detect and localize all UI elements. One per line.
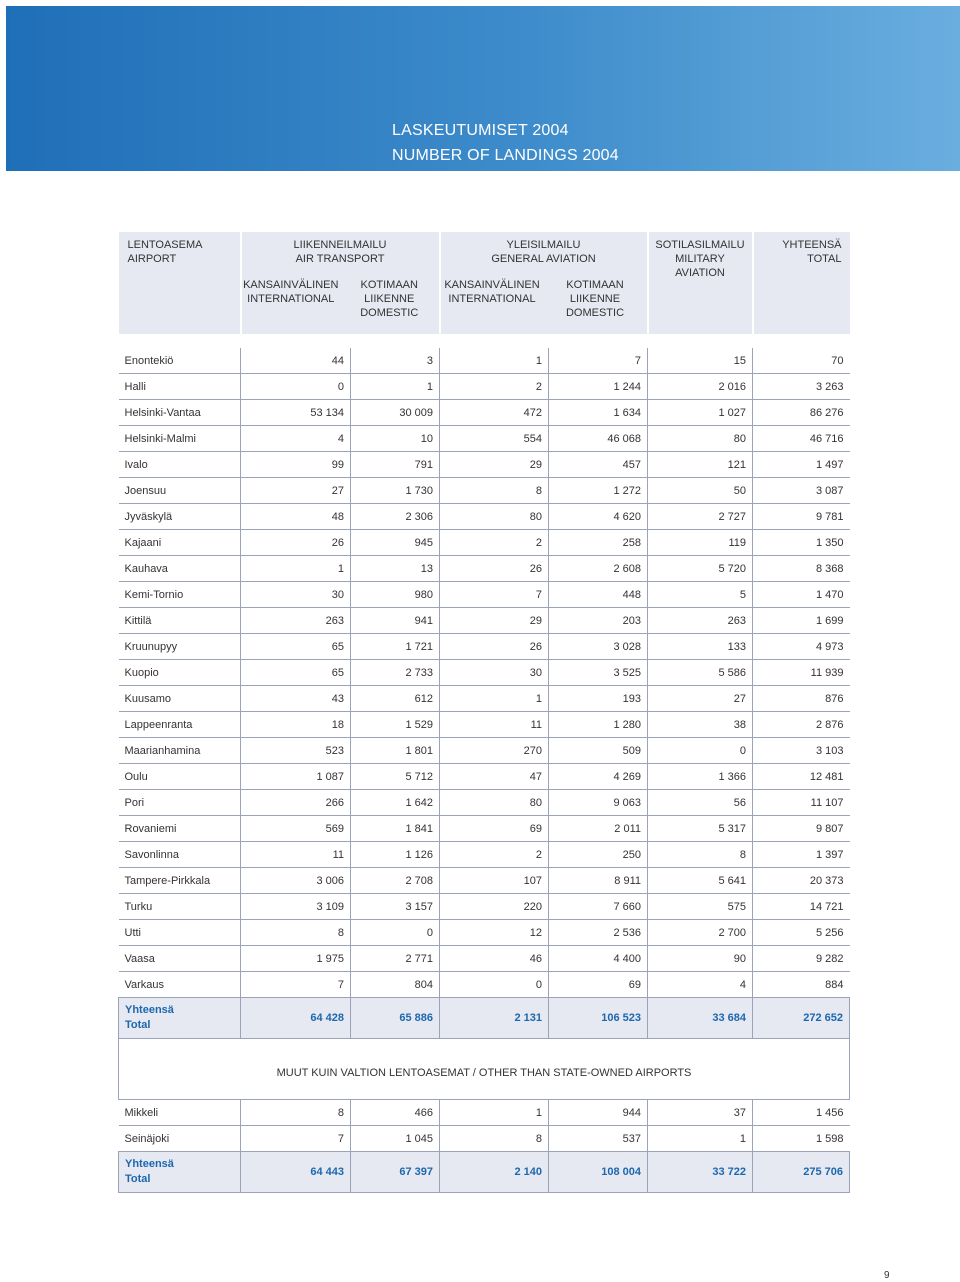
landings-value: 1 497 <box>753 452 850 478</box>
total-row-other <box>119 1152 850 1193</box>
landings-value: 7 <box>440 582 549 608</box>
landings-value: 1 366 <box>648 764 753 790</box>
total-value: 106 523 <box>549 998 648 1039</box>
landings-value: 133 <box>648 634 753 660</box>
airport-name: Lappeenranta <box>119 712 241 738</box>
landings-value: 2 011 <box>549 816 648 842</box>
table-row <box>119 426 850 452</box>
landings-value: 5 641 <box>648 868 753 894</box>
landings-value: 884 <box>753 972 850 998</box>
airport-name: Kajaani <box>119 530 241 556</box>
landings-value: 119 <box>648 530 753 556</box>
table-row <box>119 634 850 660</box>
landings-value: 12 481 <box>753 764 850 790</box>
airport-name: Rovaniemi <box>119 816 241 842</box>
table-row <box>119 712 850 738</box>
landings-value: 10 <box>351 426 440 452</box>
total-row <box>119 998 850 1039</box>
landings-value: 2 306 <box>351 504 440 530</box>
landings-value: 99 <box>241 452 351 478</box>
landings-value: 15 <box>648 348 753 374</box>
airport-name: Kuopio <box>119 660 241 686</box>
landings-value: 944 <box>549 1100 648 1126</box>
landings-value: 18 <box>241 712 351 738</box>
landings-value: 0 <box>440 972 549 998</box>
landings-value: 1 087 <box>241 764 351 790</box>
table-row <box>119 894 850 920</box>
table-row <box>119 582 850 608</box>
header-air-domestic: KOTIMAAN LIIKENNE DOMESTIC <box>360 279 419 319</box>
landings-value: 26 <box>440 556 549 582</box>
airport-name: Varkaus <box>119 972 241 998</box>
table-row <box>119 478 850 504</box>
total-value: 64 428 <box>241 998 351 1039</box>
landings-value: 7 <box>549 348 648 374</box>
table-row <box>119 868 850 894</box>
airport-name: Kruunupyy <box>119 634 241 660</box>
landings-value: 2 <box>440 842 549 868</box>
airport-name: Joensuu <box>119 478 241 504</box>
landings-value: 65 <box>241 634 351 660</box>
landings-value: 9 807 <box>753 816 850 842</box>
airport-name: Mikkeli <box>119 1100 241 1126</box>
section-title-other-airports: MUUT KUIN VALTION LENTOASEMAT / OTHER THAN STATE-OWNED AIRPORTS <box>119 1047 850 1100</box>
airport-name: Kauhava <box>119 556 241 582</box>
landings-value: 2 <box>440 530 549 556</box>
landings-value: 0 <box>351 920 440 946</box>
landings-value: 2 608 <box>549 556 648 582</box>
landings-value: 65 <box>241 660 351 686</box>
landings-value: 3 157 <box>351 894 440 920</box>
total-label: Yhteensä Total <box>119 1152 241 1193</box>
airport-name: Oulu <box>119 764 241 790</box>
table-row <box>119 972 850 998</box>
landings-value: 1 642 <box>351 790 440 816</box>
landings-value: 1 470 <box>753 582 850 608</box>
table-row <box>119 400 850 426</box>
landings-value: 1 <box>440 686 549 712</box>
table-row <box>119 556 850 582</box>
airport-name: Helsinki-Malmi <box>119 426 241 452</box>
landings-value: 1 634 <box>549 400 648 426</box>
landings-value: 11 <box>241 842 351 868</box>
airport-name: Tampere-Pirkkala <box>119 868 241 894</box>
landings-value: 2 536 <box>549 920 648 946</box>
landings-value: 2 708 <box>351 868 440 894</box>
landings-value: 107 <box>440 868 549 894</box>
landings-value: 266 <box>241 790 351 816</box>
landings-value: 3 087 <box>753 478 850 504</box>
landings-value: 0 <box>241 374 351 400</box>
landings-value: 37 <box>648 1100 753 1126</box>
landings-value: 448 <box>549 582 648 608</box>
landings-value: 193 <box>549 686 648 712</box>
airport-name: Savonlinna <box>119 842 241 868</box>
landings-value: 48 <box>241 504 351 530</box>
table-row <box>119 504 850 530</box>
landings-value: 50 <box>648 478 753 504</box>
landings-value: 5 720 <box>648 556 753 582</box>
airport-name: Seinäjoki <box>119 1126 241 1152</box>
header-total: YHTEENSÄ TOTAL <box>753 232 850 334</box>
landings-value: 46 716 <box>753 426 850 452</box>
landings-value: 8 <box>440 1126 549 1152</box>
landings-value: 5 <box>648 582 753 608</box>
landings-value: 8 <box>241 1100 351 1126</box>
landings-value: 3 263 <box>753 374 850 400</box>
table-row <box>119 790 850 816</box>
landings-value: 575 <box>648 894 753 920</box>
landings-value: 2 876 <box>753 712 850 738</box>
landings-value: 4 620 <box>549 504 648 530</box>
table-row <box>119 530 850 556</box>
landings-value: 2 727 <box>648 504 753 530</box>
landings-value: 945 <box>351 530 440 556</box>
landings-value: 3 006 <box>241 868 351 894</box>
landings-value: 1 529 <box>351 712 440 738</box>
landings-value: 3 <box>351 348 440 374</box>
landings-value: 46 068 <box>549 426 648 452</box>
airport-name: Kuusamo <box>119 686 241 712</box>
landings-value: 121 <box>648 452 753 478</box>
airport-name: Maarianhamina <box>119 738 241 764</box>
landings-value: 1 598 <box>753 1126 850 1152</box>
landings-value: 29 <box>440 452 549 478</box>
landings-value: 2 016 <box>648 374 753 400</box>
landings-value: 2 <box>440 374 549 400</box>
landings-value: 1 <box>241 556 351 582</box>
total-value: 2 131 <box>440 998 549 1039</box>
landings-value: 1 397 <box>753 842 850 868</box>
landings-value: 11 107 <box>753 790 850 816</box>
landings-value: 1 045 <box>351 1126 440 1152</box>
landings-table <box>118 232 850 1193</box>
landings-value: 27 <box>241 478 351 504</box>
landings-value: 29 <box>440 608 549 634</box>
landings-value: 2 733 <box>351 660 440 686</box>
landings-value: 554 <box>440 426 549 452</box>
landings-value: 1 272 <box>549 478 648 504</box>
page-title <box>392 118 619 168</box>
landings-value: 1 350 <box>753 530 850 556</box>
landings-value: 47 <box>440 764 549 790</box>
airport-name: Kemi-Tornio <box>119 582 241 608</box>
table-row <box>119 374 850 400</box>
landings-value: 4 <box>241 426 351 452</box>
airport-name: Ivalo <box>119 452 241 478</box>
title-banner <box>6 6 960 171</box>
landings-value: 1 027 <box>648 400 753 426</box>
landings-value: 7 <box>241 1126 351 1152</box>
landings-value: 523 <box>241 738 351 764</box>
landings-value: 30 <box>241 582 351 608</box>
landings-value: 7 660 <box>549 894 648 920</box>
airport-name: Halli <box>119 374 241 400</box>
landings-value: 1 699 <box>753 608 850 634</box>
landings-value: 5 586 <box>648 660 753 686</box>
header-air-international: KANSAINVÄLINEN INTERNATIONAL <box>243 279 339 305</box>
landings-value: 20 373 <box>753 868 850 894</box>
airport-name: Kittilä <box>119 608 241 634</box>
page-number: 9 <box>884 1270 890 1281</box>
landings-value: 3 109 <box>241 894 351 920</box>
landings-value: 270 <box>440 738 549 764</box>
landings-value: 5 712 <box>351 764 440 790</box>
landings-value: 26 <box>440 634 549 660</box>
landings-value: 80 <box>648 426 753 452</box>
landings-value: 263 <box>648 608 753 634</box>
landings-value: 46 <box>440 946 549 972</box>
table-row <box>119 608 850 634</box>
landings-value: 1 126 <box>351 842 440 868</box>
landings-value: 9 282 <box>753 946 850 972</box>
landings-value: 263 <box>241 608 351 634</box>
landings-value: 250 <box>549 842 648 868</box>
landings-value: 791 <box>351 452 440 478</box>
landings-value: 8 368 <box>753 556 850 582</box>
landings-value: 27 <box>648 686 753 712</box>
airport-name: Enontekiö <box>119 348 241 374</box>
landings-value: 2 700 <box>648 920 753 946</box>
total-label: Yhteensä Total <box>119 998 241 1039</box>
title-finnish: LASKEUTUMISET 2004 <box>392 122 569 139</box>
landings-value: 5 256 <box>753 920 850 946</box>
landings-value: 472 <box>440 400 549 426</box>
table-row <box>119 946 850 972</box>
landings-value: 8 <box>648 842 753 868</box>
landings-value: 4 <box>648 972 753 998</box>
landings-value: 53 134 <box>241 400 351 426</box>
total-value: 33 722 <box>648 1152 753 1193</box>
header-airport: LENTOASEMA AIRPORT <box>119 232 241 334</box>
header-military: SOTILASILMAILU MILITARY AVIATION <box>648 232 753 334</box>
table-row <box>119 920 850 946</box>
airport-name: Vaasa <box>119 946 241 972</box>
landings-value: 1 841 <box>351 816 440 842</box>
landings-value: 80 <box>440 504 549 530</box>
landings-value: 612 <box>351 686 440 712</box>
landings-value: 9 781 <box>753 504 850 530</box>
landings-value: 537 <box>549 1126 648 1152</box>
table-row <box>119 1100 850 1126</box>
landings-value: 4 400 <box>549 946 648 972</box>
landings-value: 203 <box>549 608 648 634</box>
airport-name: Jyväskylä <box>119 504 241 530</box>
landings-value: 804 <box>351 972 440 998</box>
landings-value: 30 <box>440 660 549 686</box>
landings-value: 3 525 <box>549 660 648 686</box>
landings-value: 569 <box>241 816 351 842</box>
landings-value: 1 721 <box>351 634 440 660</box>
landings-value: 0 <box>648 738 753 764</box>
airport-name: Utti <box>119 920 241 946</box>
header-general-aviation: YLEISILMAILU GENERAL AVIATION KANSAINVÄLINEN INTERNATIONAL KOTIMAAN LIIKENNE DOMESTIC <box>440 232 648 334</box>
landings-value: 11 939 <box>753 660 850 686</box>
landings-value: 26 <box>241 530 351 556</box>
landings-value: 56 <box>648 790 753 816</box>
landings-value: 5 317 <box>648 816 753 842</box>
landings-value: 1 244 <box>549 374 648 400</box>
landings-value: 8 <box>241 920 351 946</box>
table-row <box>119 348 850 374</box>
landings-value: 8 911 <box>549 868 648 894</box>
airport-name: Pori <box>119 790 241 816</box>
landings-value: 44 <box>241 348 351 374</box>
table-row <box>119 842 850 868</box>
landings-value: 11 <box>440 712 549 738</box>
landings-value: 1 975 <box>241 946 351 972</box>
landings-value: 70 <box>753 348 850 374</box>
landings-value: 980 <box>351 582 440 608</box>
landings-value: 258 <box>549 530 648 556</box>
total-value: 67 397 <box>351 1152 440 1193</box>
landings-value: 1 <box>351 374 440 400</box>
landings-value: 1 <box>440 1100 549 1126</box>
landings-value: 466 <box>351 1100 440 1126</box>
total-value: 272 652 <box>753 998 850 1039</box>
landings-value: 14 721 <box>753 894 850 920</box>
airport-name: Turku <box>119 894 241 920</box>
landings-value: 7 <box>241 972 351 998</box>
landings-value: 1 <box>440 348 549 374</box>
landings-value: 1 730 <box>351 478 440 504</box>
landings-value: 43 <box>241 686 351 712</box>
landings-value: 876 <box>753 686 850 712</box>
landings-value: 1 456 <box>753 1100 850 1126</box>
landings-value: 509 <box>549 738 648 764</box>
header-air-transport: LIIKENNEILMAILU AIR TRANSPORT KANSAINVÄLINEN INTERNATIONAL KOTIMAAN LIIKENNE DOMESTIC <box>241 232 440 334</box>
landings-value: 1 280 <box>549 712 648 738</box>
table-row <box>119 764 850 790</box>
table-row <box>119 686 850 712</box>
total-value: 65 886 <box>351 998 440 1039</box>
landings-value: 941 <box>351 608 440 634</box>
table-row <box>119 660 850 686</box>
total-value: 108 004 <box>549 1152 648 1193</box>
landings-value: 38 <box>648 712 753 738</box>
landings-value: 90 <box>648 946 753 972</box>
table-row <box>119 816 850 842</box>
total-value: 275 706 <box>753 1152 850 1193</box>
landings-value: 3 103 <box>753 738 850 764</box>
landings-value: 30 009 <box>351 400 440 426</box>
total-value: 2 140 <box>440 1152 549 1193</box>
landings-value: 4 269 <box>549 764 648 790</box>
total-value: 33 684 <box>648 998 753 1039</box>
landings-value: 9 063 <box>549 790 648 816</box>
landings-value: 3 028 <box>549 634 648 660</box>
table-row <box>119 738 850 764</box>
landings-value: 69 <box>549 972 648 998</box>
landings-value: 220 <box>440 894 549 920</box>
landings-value: 8 <box>440 478 549 504</box>
landings-value: 80 <box>440 790 549 816</box>
airport-name: Helsinki-Vantaa <box>119 400 241 426</box>
landings-value: 1 <box>648 1126 753 1152</box>
landings-value: 12 <box>440 920 549 946</box>
landings-value: 69 <box>440 816 549 842</box>
landings-value: 13 <box>351 556 440 582</box>
table-row <box>119 452 850 478</box>
header-ga-domestic: KOTIMAAN LIIKENNE DOMESTIC <box>565 279 625 319</box>
title-english: NUMBER OF LANDINGS 2004 <box>392 147 619 164</box>
landings-value: 1 801 <box>351 738 440 764</box>
landings-value: 2 771 <box>351 946 440 972</box>
total-value: 64 443 <box>241 1152 351 1193</box>
landings-value: 86 276 <box>753 400 850 426</box>
header-ga-international: KANSAINVÄLINEN INTERNATIONAL <box>444 279 540 305</box>
landings-value: 457 <box>549 452 648 478</box>
landings-value: 4 973 <box>753 634 850 660</box>
table-row <box>119 1126 850 1152</box>
